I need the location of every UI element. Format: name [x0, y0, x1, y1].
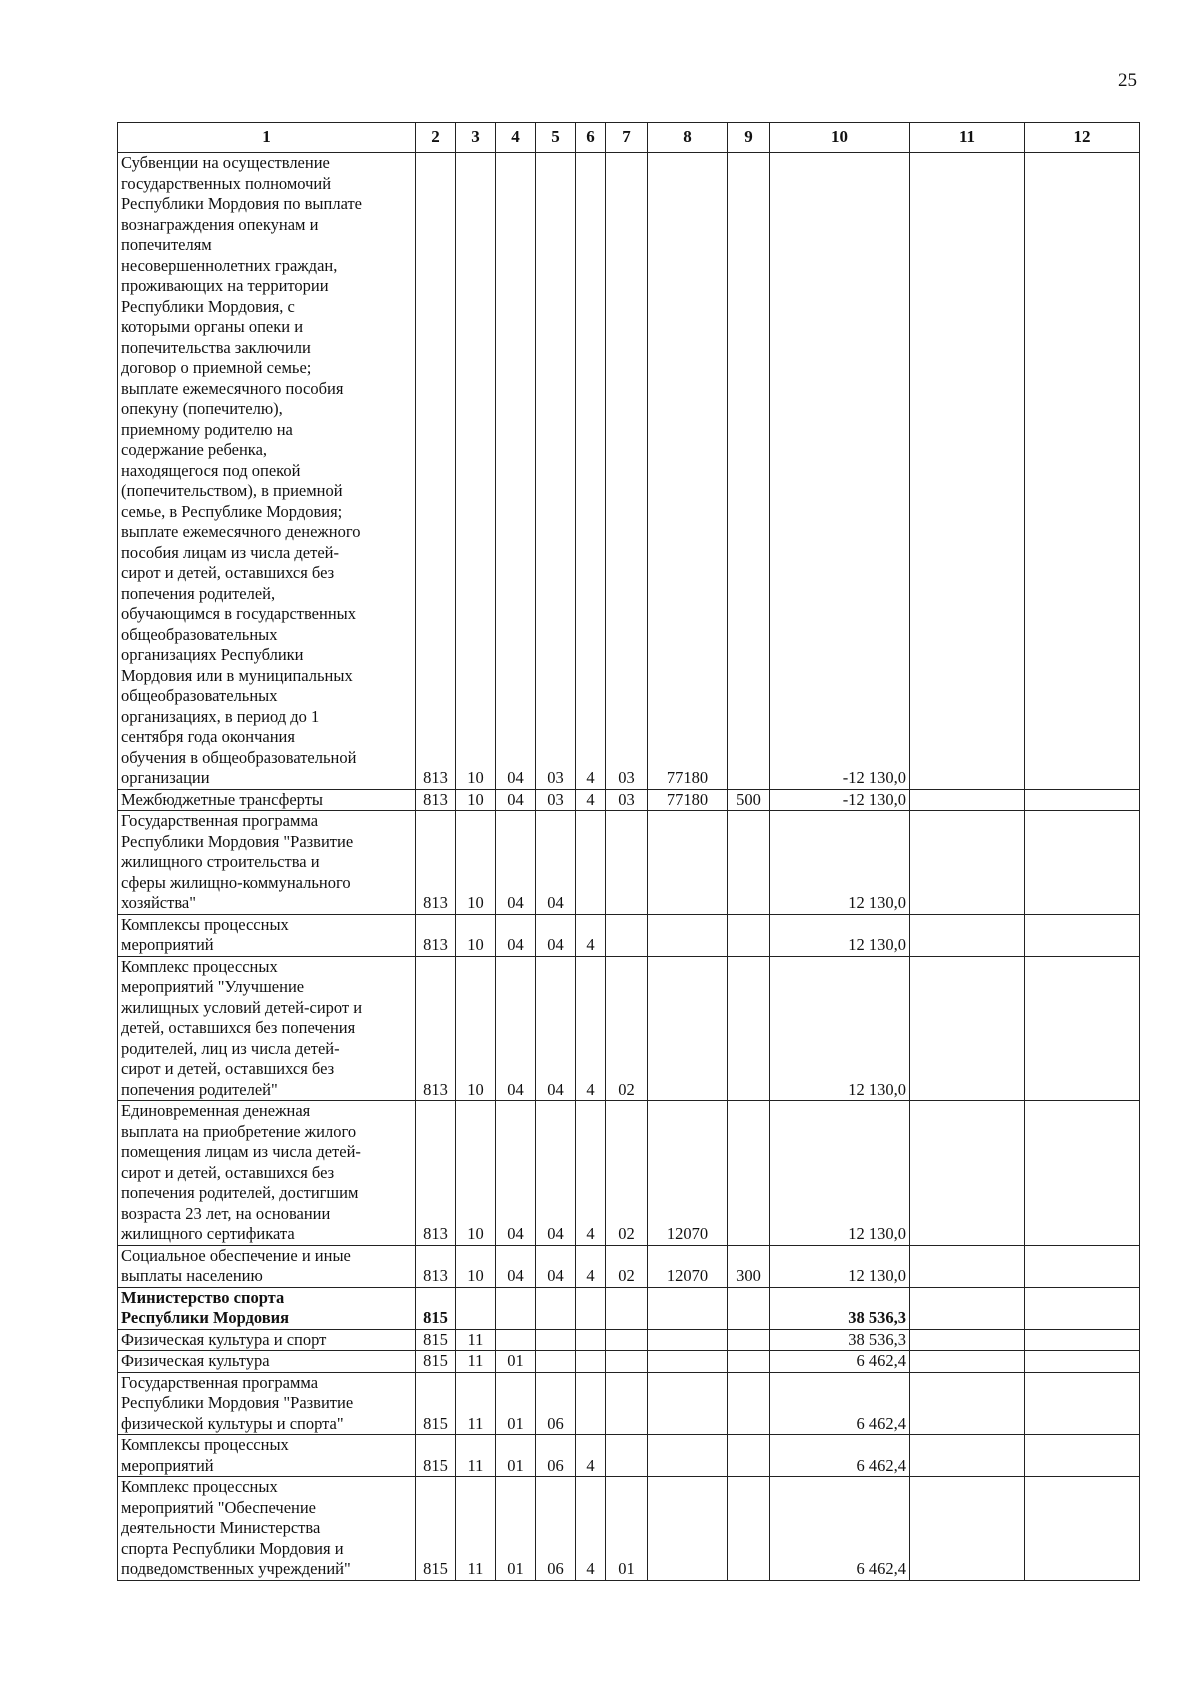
row-code-c8	[648, 1435, 728, 1477]
row-amount: 12 130,0	[770, 956, 910, 1101]
row-code-c8: 77180	[648, 789, 728, 811]
row-code-c2: 815	[416, 1287, 456, 1329]
row-name: Комплекс процессных мероприятий "Улучшение жилищных условий детей-сирот и детей, оставшихся без попечения родителей, лиц из числа детей- сирот и детей, оставшихся без попечения родителей"	[118, 956, 416, 1101]
header-row	[118, 123, 1140, 153]
row-code-c2: 813	[416, 1101, 456, 1246]
row-code-c9	[728, 1372, 770, 1435]
row-code-c7: 02	[606, 1101, 648, 1246]
row-code-c7	[606, 1351, 648, 1373]
page-number: 25	[1118, 70, 1137, 91]
row-code-c4: 04	[496, 1245, 536, 1287]
row-amount: 12 130,0	[770, 914, 910, 956]
row-code-c3: 10	[456, 914, 496, 956]
column-header: 10	[770, 123, 910, 153]
row-code-c7	[606, 1435, 648, 1477]
column-header: 7	[606, 123, 648, 153]
row-code-c11	[910, 1329, 1025, 1351]
row-code-c12	[1025, 789, 1140, 811]
row-code-c4: 04	[496, 153, 536, 790]
table-row	[118, 1351, 1140, 1373]
row-code-c7: 01	[606, 1477, 648, 1581]
table-row	[118, 1329, 1140, 1351]
row-code-c3: 10	[456, 153, 496, 790]
row-code-c9: 300	[728, 1245, 770, 1287]
row-amount: 6 462,4	[770, 1477, 910, 1581]
row-code-c9	[728, 1351, 770, 1373]
row-code-c11	[910, 1435, 1025, 1477]
row-code-c5: 06	[536, 1435, 576, 1477]
row-code-c4: 01	[496, 1435, 536, 1477]
row-code-c5: 04	[536, 914, 576, 956]
row-code-c2: 813	[416, 789, 456, 811]
row-code-c3: 10	[456, 789, 496, 811]
row-code-c3: 11	[456, 1329, 496, 1351]
row-code-c6: 4	[576, 1101, 606, 1246]
row-code-c3	[456, 1287, 496, 1329]
row-code-c2: 813	[416, 914, 456, 956]
row-code-c3: 10	[456, 1101, 496, 1246]
row-code-c6: 4	[576, 1477, 606, 1581]
row-code-c5	[536, 1329, 576, 1351]
column-header: 6	[576, 123, 606, 153]
row-name: Субвенции на осуществление государственных полномочий Республики Мордовия по выплате вознаграждения опекунам и попечителям несовершеннолетних граждан, проживающих на территории Республики Мордовия, с которыми органы опеки и попечительства заключили договор о приемной семье; выплате ежемесячного пособия опекуну (попечителю), приемному родителю на содержание ребенка, находящегося под опекой (попечительством), в приемной семье, в Республике Мордовия; выплате ежемесячного денежного пособия лицам из числа детей- сирот и детей, оставшихся без попечения родителей, обучающимся в государственных общеобразовательных организациях Республики Мордовия или в муниципальных общеобразовательных организациях, в период до 1 сентября года окончания обучения в общеобразовательной организации	[118, 153, 416, 790]
row-amount: 12 130,0	[770, 1245, 910, 1287]
row-code-c12	[1025, 1287, 1140, 1329]
row-code-c4: 04	[496, 789, 536, 811]
table-row	[118, 956, 1140, 1101]
row-code-c5	[536, 1351, 576, 1373]
column-header: 2	[416, 123, 456, 153]
row-name: Государственная программа Республики Мордовия "Развитие жилищного строительства и сферы жилищно-коммунального хозяйства"	[118, 811, 416, 915]
row-code-c4: 01	[496, 1351, 536, 1373]
row-code-c3: 10	[456, 956, 496, 1101]
row-code-c3: 11	[456, 1372, 496, 1435]
column-header: 9	[728, 123, 770, 153]
row-code-c11	[910, 153, 1025, 790]
row-code-c6	[576, 1287, 606, 1329]
row-code-c6: 4	[576, 789, 606, 811]
table-row	[118, 1101, 1140, 1246]
row-code-c8	[648, 1351, 728, 1373]
row-code-c9: 500	[728, 789, 770, 811]
row-code-c11	[910, 789, 1025, 811]
column-header: 4	[496, 123, 536, 153]
row-code-c9	[728, 1477, 770, 1581]
row-code-c5: 03	[536, 153, 576, 790]
row-code-c6	[576, 811, 606, 915]
row-code-c11	[910, 1477, 1025, 1581]
table-row	[118, 914, 1140, 956]
table-row	[118, 1477, 1140, 1581]
row-code-c11	[910, 811, 1025, 915]
table-row	[118, 811, 1140, 915]
row-code-c4: 01	[496, 1372, 536, 1435]
row-code-c2: 813	[416, 1245, 456, 1287]
row-code-c12	[1025, 811, 1140, 915]
row-code-c12	[1025, 1245, 1140, 1287]
row-code-c4	[496, 1329, 536, 1351]
table-body	[118, 153, 1140, 1581]
row-code-c12	[1025, 1329, 1140, 1351]
column-header: 1	[118, 123, 416, 153]
row-code-c7: 02	[606, 956, 648, 1101]
row-code-c6: 4	[576, 914, 606, 956]
row-name: Министерство спорта Республики Мордовия	[118, 1287, 416, 1329]
row-code-c3: 10	[456, 811, 496, 915]
row-code-c6	[576, 1329, 606, 1351]
row-name: Комплекс процессных мероприятий "Обеспечение деятельности Министерства спорта Республики Мордовия и подведомственных учреждений"	[118, 1477, 416, 1581]
row-code-c9	[728, 1287, 770, 1329]
column-header: 11	[910, 123, 1025, 153]
row-code-c6: 4	[576, 1245, 606, 1287]
row-code-c5: 06	[536, 1372, 576, 1435]
row-code-c12	[1025, 153, 1140, 790]
row-name: Единовременная денежная выплата на приобретение жилого помещения лицам из числа детей- сирот и детей, оставшихся без попечения родителей, достигшим возраста 23 лет, на основании жилищного сертификата	[118, 1101, 416, 1246]
row-code-c9	[728, 914, 770, 956]
column-header: 12	[1025, 123, 1140, 153]
row-name: Физическая культура	[118, 1351, 416, 1373]
row-amount: -12 130,0	[770, 153, 910, 790]
row-code-c6	[576, 1372, 606, 1435]
row-name: Социальное обеспечение и иные выплаты населению	[118, 1245, 416, 1287]
table-row	[118, 1435, 1140, 1477]
row-name: Межбюджетные трансферты	[118, 789, 416, 811]
row-code-c7: 03	[606, 153, 648, 790]
row-code-c3: 11	[456, 1477, 496, 1581]
row-code-c11	[910, 1372, 1025, 1435]
row-code-c9	[728, 811, 770, 915]
row-code-c9	[728, 956, 770, 1101]
row-code-c3: 11	[456, 1435, 496, 1477]
row-code-c7	[606, 1287, 648, 1329]
row-code-c9	[728, 153, 770, 790]
table-row	[118, 789, 1140, 811]
row-code-c12	[1025, 1101, 1140, 1246]
row-code-c2: 815	[416, 1477, 456, 1581]
row-code-c12	[1025, 1351, 1140, 1373]
row-code-c4: 04	[496, 811, 536, 915]
row-code-c6: 4	[576, 1435, 606, 1477]
row-code-c11	[910, 914, 1025, 956]
row-code-c11	[910, 956, 1025, 1101]
row-code-c2: 815	[416, 1435, 456, 1477]
row-amount: 12 130,0	[770, 1101, 910, 1246]
row-code-c8	[648, 956, 728, 1101]
row-code-c8	[648, 914, 728, 956]
row-code-c9	[728, 1101, 770, 1246]
column-header: 8	[648, 123, 728, 153]
row-code-c12	[1025, 1435, 1140, 1477]
row-code-c2: 815	[416, 1351, 456, 1373]
table-row	[118, 1245, 1140, 1287]
row-code-c12	[1025, 1477, 1140, 1581]
row-code-c12	[1025, 914, 1140, 956]
row-code-c6: 4	[576, 153, 606, 790]
row-amount: 38 536,3	[770, 1329, 910, 1351]
row-name: Комплексы процессных мероприятий	[118, 1435, 416, 1477]
row-code-c4	[496, 1287, 536, 1329]
row-code-c4: 01	[496, 1477, 536, 1581]
row-code-c11	[910, 1101, 1025, 1246]
row-code-c8	[648, 1329, 728, 1351]
row-code-c5	[536, 1287, 576, 1329]
row-name: Государственная программа Республики Мордовия "Развитие физической культуры и спорта"	[118, 1372, 416, 1435]
row-code-c8: 12070	[648, 1101, 728, 1246]
row-code-c5: 06	[536, 1477, 576, 1581]
row-code-c8	[648, 1372, 728, 1435]
row-amount: -12 130,0	[770, 789, 910, 811]
row-name: Физическая культура и спорт	[118, 1329, 416, 1351]
row-code-c5: 04	[536, 1101, 576, 1246]
row-code-c3: 11	[456, 1351, 496, 1373]
row-code-c2: 813	[416, 811, 456, 915]
budget-table	[117, 122, 1140, 1581]
row-name: Комплексы процессных мероприятий	[118, 914, 416, 956]
table-row	[118, 1287, 1140, 1329]
row-code-c12	[1025, 956, 1140, 1101]
row-amount: 6 462,4	[770, 1435, 910, 1477]
row-code-c8	[648, 1477, 728, 1581]
row-code-c7	[606, 1372, 648, 1435]
row-code-c2: 813	[416, 956, 456, 1101]
row-code-c8	[648, 1287, 728, 1329]
column-header: 5	[536, 123, 576, 153]
row-code-c5: 03	[536, 789, 576, 811]
row-code-c7	[606, 811, 648, 915]
row-code-c7	[606, 914, 648, 956]
row-amount: 6 462,4	[770, 1351, 910, 1373]
row-code-c7	[606, 1329, 648, 1351]
row-code-c9	[728, 1329, 770, 1351]
row-amount: 38 536,3	[770, 1287, 910, 1329]
row-code-c11	[910, 1245, 1025, 1287]
row-code-c2: 813	[416, 153, 456, 790]
table-row	[118, 153, 1140, 790]
row-code-c4: 04	[496, 914, 536, 956]
row-code-c8	[648, 811, 728, 915]
row-code-c4: 04	[496, 956, 536, 1101]
table-row	[118, 1372, 1140, 1435]
row-code-c11	[910, 1287, 1025, 1329]
row-code-c2: 815	[416, 1329, 456, 1351]
row-code-c4: 04	[496, 1101, 536, 1246]
row-amount: 6 462,4	[770, 1372, 910, 1435]
row-code-c5: 04	[536, 811, 576, 915]
row-code-c6: 4	[576, 956, 606, 1101]
row-code-c9	[728, 1435, 770, 1477]
row-code-c3: 10	[456, 1245, 496, 1287]
row-code-c8: 12070	[648, 1245, 728, 1287]
row-code-c8: 77180	[648, 153, 728, 790]
row-code-c2: 815	[416, 1372, 456, 1435]
row-code-c5: 04	[536, 956, 576, 1101]
row-code-c7: 02	[606, 1245, 648, 1287]
row-code-c11	[910, 1351, 1025, 1373]
row-code-c6	[576, 1351, 606, 1373]
row-amount: 12 130,0	[770, 811, 910, 915]
row-code-c12	[1025, 1372, 1140, 1435]
row-code-c7: 03	[606, 789, 648, 811]
column-header: 3	[456, 123, 496, 153]
row-code-c5: 04	[536, 1245, 576, 1287]
